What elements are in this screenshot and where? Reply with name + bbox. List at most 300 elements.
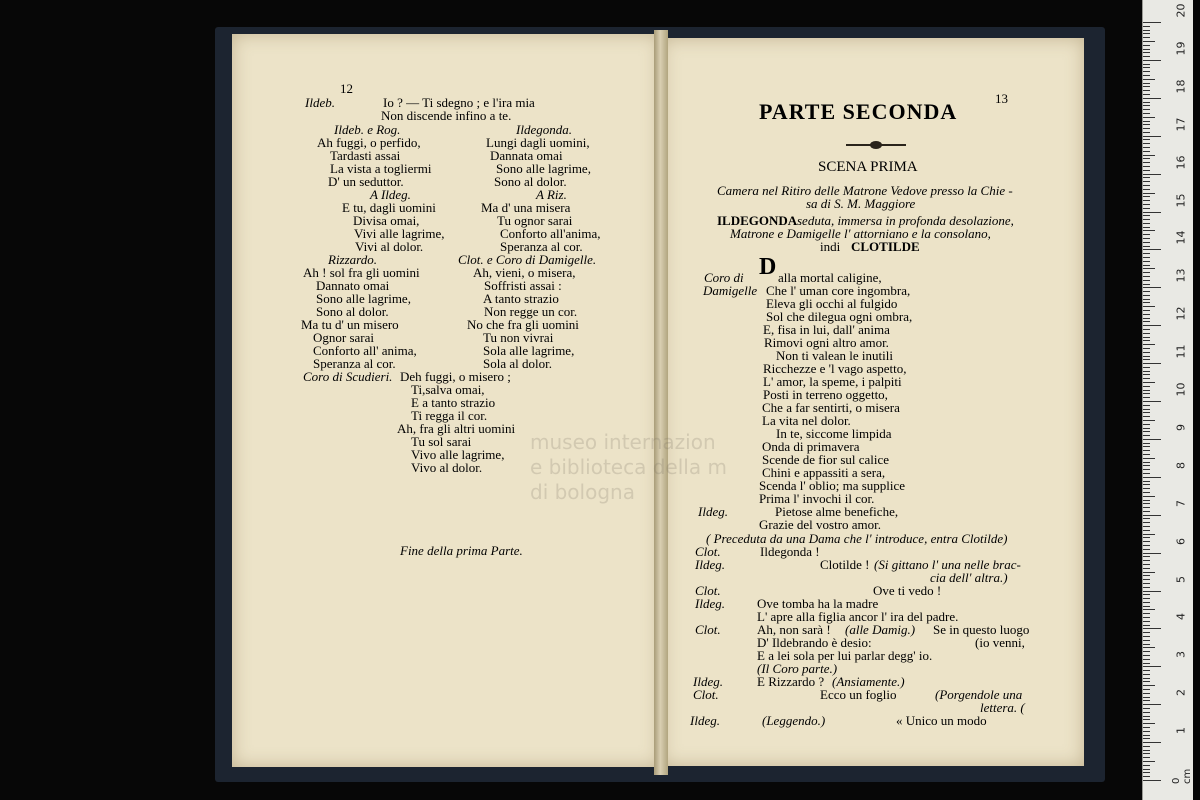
text-line: Ildeg. xyxy=(698,504,728,519)
ruler-tick xyxy=(1143,359,1150,360)
ruler-tick xyxy=(1143,454,1150,455)
ruler-tick xyxy=(1143,378,1150,379)
text-line: (Il Coro parte.) xyxy=(757,661,838,676)
text-line: Ildeg. xyxy=(690,713,720,728)
ruler-tick xyxy=(1143,617,1150,618)
ornament-divider xyxy=(846,143,906,147)
text-line: Chini e appassiti a sera, xyxy=(762,465,886,480)
ruler-tick xyxy=(1143,147,1150,148)
ruler-tick xyxy=(1143,41,1155,42)
ruler-tick xyxy=(1143,189,1150,190)
ruler-tick xyxy=(1143,265,1150,266)
ruler-number: 20 xyxy=(1174,3,1188,18)
ruler-number: 16 xyxy=(1174,155,1188,170)
text-line: Onda di primavera xyxy=(762,439,860,454)
text-line: alla mortal caligine, xyxy=(778,270,882,285)
ruler-tick xyxy=(1143,393,1150,394)
ruler-tick xyxy=(1143,579,1150,580)
ruler-tick xyxy=(1143,583,1150,584)
ruler-tick xyxy=(1143,356,1150,357)
ruler-tick xyxy=(1143,511,1150,512)
text-line: Ildegonda ! xyxy=(760,544,820,559)
ruler-tick xyxy=(1143,716,1150,717)
text-line: Conforto all'anima, xyxy=(500,226,601,241)
ruler-tick xyxy=(1143,196,1150,197)
ruler-tick xyxy=(1143,219,1150,220)
text-line: Speranza al cor. xyxy=(313,356,396,371)
text-line: Sono al dolor. xyxy=(494,174,567,189)
ruler-tick xyxy=(1143,647,1155,648)
ruler-tick xyxy=(1143,500,1150,501)
ruler-tick xyxy=(1143,473,1150,474)
ruler-tick xyxy=(1143,708,1150,709)
ruler-tick xyxy=(1143,458,1155,459)
ruler-tick xyxy=(1143,674,1150,675)
text-line: Sola alle lagrime, xyxy=(483,343,575,358)
ruler-tick xyxy=(1143,374,1150,375)
text-line: Rizzardo. xyxy=(328,252,377,267)
ruler-tick xyxy=(1143,780,1161,781)
ruler-tick xyxy=(1143,139,1150,140)
text-line: Rimovi ogni altro amor. xyxy=(764,335,889,350)
text-line: Sola al dolor. xyxy=(483,356,552,371)
ruler-tick xyxy=(1143,257,1150,258)
ruler-tick xyxy=(1143,299,1150,300)
ruler-tick xyxy=(1143,340,1150,341)
ruler-tick xyxy=(1143,49,1150,50)
ruler-tick xyxy=(1143,223,1150,224)
ruler-tick xyxy=(1143,575,1150,576)
ruler-tick xyxy=(1143,757,1150,758)
ruler-tick xyxy=(1143,102,1150,103)
text-line: Ah, non sarà ! xyxy=(757,622,831,637)
ruler-tick xyxy=(1143,113,1150,114)
ruler-tick xyxy=(1143,621,1150,622)
ruler-tick xyxy=(1143,363,1161,364)
ruler-tick xyxy=(1143,613,1150,614)
text-line: (alle Damig.) xyxy=(845,622,916,637)
text-line: Ildeb. xyxy=(305,95,335,110)
ruler-tick xyxy=(1143,738,1150,739)
ruler-tick xyxy=(1143,291,1150,292)
text-line: La vista a togliermi xyxy=(330,161,432,176)
ruler-tick xyxy=(1143,302,1150,303)
ruler-tick xyxy=(1143,98,1161,99)
text-line: Ti regga il cor. xyxy=(411,408,488,423)
text-line: Clot. xyxy=(695,583,721,598)
text-line: Che a far sentirti, o misera xyxy=(762,400,900,415)
ruler-tick xyxy=(1143,488,1150,489)
ruler-tick xyxy=(1143,71,1150,72)
text-line: Coro di Scudieri. xyxy=(303,369,393,384)
ruler-tick xyxy=(1143,174,1161,175)
text-line: lettera. ( xyxy=(980,700,1025,715)
text-line: Ah ! sol fra gli uomini xyxy=(303,265,420,280)
ruler-tick xyxy=(1143,136,1161,137)
ruler-tick xyxy=(1143,193,1155,194)
ruler-tick xyxy=(1143,86,1150,87)
ruler-tick xyxy=(1143,280,1150,281)
ruler-tick xyxy=(1143,109,1150,110)
ruler-tick xyxy=(1143,261,1150,262)
text-line: Sono alle lagrime, xyxy=(496,161,591,176)
ruler-tick xyxy=(1143,556,1150,557)
ruler-tick xyxy=(1143,249,1161,250)
text-line: Ove ti vedo ! xyxy=(873,583,942,598)
text-line: La vita nel dolor. xyxy=(762,413,851,428)
ruler-tick xyxy=(1143,753,1150,754)
text-line: L' amor, la speme, i palpiti xyxy=(763,374,902,389)
ruler-tick xyxy=(1143,132,1150,133)
ruler-unit: 0 cm xyxy=(1171,768,1193,784)
ruler-tick xyxy=(1143,655,1150,656)
text-line: Non discende infino a te. xyxy=(381,108,512,123)
text-line: Ildeb. e Rog. xyxy=(334,122,401,137)
text-line: E a tanto strazio xyxy=(411,395,496,410)
ruler-tick xyxy=(1143,284,1150,285)
ruler-tick xyxy=(1143,200,1150,201)
ruler-tick xyxy=(1143,735,1150,736)
ruler-tick xyxy=(1143,45,1150,46)
ruler-tick xyxy=(1143,598,1150,599)
ruler-tick xyxy=(1143,693,1150,694)
text-line: Coro di xyxy=(704,270,744,285)
ruler-tick xyxy=(1143,439,1161,440)
text-line: Vivi alle lagrime, xyxy=(354,226,445,241)
watermark-line: e biblioteca della m xyxy=(530,455,727,479)
ruler-number: 1 xyxy=(1174,727,1188,735)
ruler-tick xyxy=(1143,204,1150,205)
text-line: (Leggendo.) xyxy=(762,713,826,728)
text-line: Ma d' una misera xyxy=(481,200,571,215)
text-line: Scenda l' oblio; ma supplice xyxy=(759,478,906,493)
text-line: E tu, dagli uomini xyxy=(342,200,436,215)
ruler-tick xyxy=(1143,609,1155,610)
watermark-line: museo internazion xyxy=(530,430,716,454)
ruler-tick xyxy=(1143,727,1150,728)
ruler-tick xyxy=(1143,227,1150,228)
text-line: Damigelle xyxy=(703,283,758,298)
ruler-tick xyxy=(1143,158,1150,159)
text-line: Ricchezze e 'l vago aspetto, xyxy=(763,361,907,376)
ruler-tick xyxy=(1143,526,1150,527)
text-line: Non regge un cor. xyxy=(484,304,578,319)
ruler-tick xyxy=(1143,409,1150,410)
ruler-tick xyxy=(1143,689,1150,690)
ruler-tick xyxy=(1143,446,1150,447)
text-line: Ah fuggi, o perfido, xyxy=(317,135,421,150)
ruler-tick xyxy=(1143,405,1150,406)
ruler-number: 5 xyxy=(1174,575,1188,583)
ruler-tick xyxy=(1143,37,1150,38)
text-line: Che l' uman core ingombra, xyxy=(766,283,911,298)
text-line: (Si gittano l' una nelle brac- xyxy=(874,557,1021,572)
ruler-tick xyxy=(1143,522,1150,523)
text-line: seduta, immersa in profonda desolazione, xyxy=(797,213,1014,228)
ruler-tick xyxy=(1143,397,1150,398)
ruler-tick xyxy=(1143,246,1150,247)
ruler-tick xyxy=(1143,765,1150,766)
ruler-tick xyxy=(1143,295,1150,296)
text-line: Tardasti assai xyxy=(330,148,401,163)
text-line: sa di S. M. Maggiore xyxy=(806,196,916,211)
ruler-number: 10 xyxy=(1174,382,1188,397)
text-line: Ognor sarai xyxy=(313,330,375,345)
text-line: Dannata omai xyxy=(490,148,563,163)
ruler-tick xyxy=(1143,386,1150,387)
text-line: L' apre alla figlia ancor l' ira del padre. xyxy=(757,609,959,624)
ruler-tick xyxy=(1143,344,1155,345)
ruler-tick xyxy=(1143,121,1150,122)
ruler-number: 12 xyxy=(1174,306,1188,321)
ruler-tick xyxy=(1143,431,1150,432)
text-line: Scende de fior sul calice xyxy=(762,452,890,467)
ruler-tick xyxy=(1143,659,1150,660)
ruler-tick xyxy=(1143,333,1150,334)
ruler-tick xyxy=(1143,128,1150,129)
text-line: Matrone e Damigelle l' attorniano e la consolano, xyxy=(730,226,991,241)
ruler-tick xyxy=(1143,64,1150,65)
section-title: PARTE SECONDA xyxy=(759,99,958,124)
ruler-tick xyxy=(1143,230,1155,231)
ruler-tick xyxy=(1143,670,1150,671)
text-line: Ma tu d' un misero xyxy=(301,317,399,332)
text-line: Tu non vivrai xyxy=(483,330,554,345)
text-line: Sono al dolor. xyxy=(316,304,389,319)
ruler-tick xyxy=(1143,420,1155,421)
text-line: Ildeg. xyxy=(695,596,725,611)
text-line: (Porgendole una xyxy=(935,687,1023,702)
text-line: Posti in terreno oggetto, xyxy=(763,387,888,402)
ruler-number: 13 xyxy=(1174,268,1188,283)
ruler-tick xyxy=(1143,424,1150,425)
ruler-number: 15 xyxy=(1174,193,1188,207)
ruler-tick xyxy=(1143,234,1150,235)
text-line: In te, siccome limpida xyxy=(776,426,892,441)
text-line: Dannato omai xyxy=(316,278,390,293)
text-line: Non ti valean le inutili xyxy=(776,348,893,363)
ruler-tick xyxy=(1143,496,1155,497)
ruler-tick xyxy=(1143,700,1150,701)
ruler-tick xyxy=(1143,772,1150,773)
ruler-tick xyxy=(1143,215,1150,216)
right-page-number: 13 xyxy=(995,91,1008,106)
text-line: Se in questo luogo xyxy=(933,622,1030,637)
text-line: Ildeg. xyxy=(695,557,725,572)
ruler-tick xyxy=(1143,712,1150,713)
ruler-tick xyxy=(1143,329,1150,330)
ruler-tick xyxy=(1143,477,1161,478)
ruler-tick xyxy=(1143,644,1150,645)
ruler-tick xyxy=(1143,553,1161,554)
text-line: Ildeg. xyxy=(693,674,723,689)
ruler-tick xyxy=(1143,606,1150,607)
ruler-number: 3 xyxy=(1174,651,1188,659)
ruler-tick xyxy=(1143,105,1150,106)
ruler-number: 17 xyxy=(1174,117,1188,132)
ruler-tick xyxy=(1143,90,1150,91)
ruler-tick xyxy=(1143,731,1150,732)
text-line: Pietose alme benefiche, xyxy=(775,504,899,519)
ruler-tick xyxy=(1143,242,1150,243)
text-line: Ti,salva omai, xyxy=(411,382,485,397)
ruler-tick xyxy=(1143,666,1161,667)
text-line: Divisa omai, xyxy=(353,213,420,228)
ruler-tick xyxy=(1143,310,1150,311)
text-line: A Riz. xyxy=(536,187,567,202)
ruler-tick xyxy=(1143,83,1150,84)
text-line: Soffristi assai : xyxy=(484,278,562,293)
ruler-tick xyxy=(1143,469,1150,470)
text-line: E, fisa in lui, dall' anima xyxy=(763,322,890,337)
text-line: No che fra gli uomini xyxy=(467,317,579,332)
ruler-tick xyxy=(1143,253,1150,254)
text-line: ( Preceduta da una Dama che l' introduce, entra Clotilde) xyxy=(706,531,1008,546)
ruler-tick xyxy=(1143,776,1150,777)
ruler-tick xyxy=(1143,443,1150,444)
text-line: Vivo alle lagrime, xyxy=(411,447,505,462)
ruler-tick xyxy=(1143,67,1150,68)
ruler-tick xyxy=(1143,723,1155,724)
text-line: D' Ildebrando è desio: xyxy=(757,635,872,650)
ruler-tick xyxy=(1143,177,1150,178)
text-line: indi xyxy=(820,239,841,254)
ruler-tick xyxy=(1143,321,1150,322)
ruler-tick xyxy=(1143,632,1150,633)
text-line: (io venni, xyxy=(975,635,1025,650)
text-line: D' un seduttor. xyxy=(328,174,404,189)
ruler-tick xyxy=(1143,503,1150,504)
ruler-tick xyxy=(1143,761,1155,762)
ruler-number: 7 xyxy=(1174,499,1188,507)
ruler-tick xyxy=(1143,155,1155,156)
ruler-number: 6 xyxy=(1174,537,1188,545)
watermark xyxy=(530,430,727,505)
ruler-tick xyxy=(1143,628,1161,629)
text-line: Lungi dagli uomini, xyxy=(486,135,590,150)
ruler-tick xyxy=(1143,52,1150,53)
ruler-number: 14 xyxy=(1174,230,1188,245)
ruler-tick xyxy=(1143,663,1150,664)
ruler-tick xyxy=(1143,162,1150,163)
ruler-tick xyxy=(1143,325,1161,326)
ruler-tick xyxy=(1143,60,1161,61)
ruler-tick xyxy=(1143,530,1150,531)
ruler-tick xyxy=(1143,367,1150,368)
ruler-tick xyxy=(1143,272,1150,273)
ruler-tick xyxy=(1143,742,1161,743)
ruler-tick xyxy=(1143,314,1150,315)
text-line: A Ildeg. xyxy=(370,187,411,202)
text-line: « Unico un modo xyxy=(896,713,987,728)
ruler-tick xyxy=(1143,435,1150,436)
ruler-tick xyxy=(1143,685,1155,686)
ruler-tick xyxy=(1143,746,1150,747)
ruler-tick xyxy=(1143,515,1161,516)
text-line: Grazie del vostro amor. xyxy=(759,517,882,532)
text-line: Conforto all' anima, xyxy=(313,343,417,358)
text-line: Speranza al cor. xyxy=(500,239,583,254)
ruler-tick xyxy=(1143,382,1155,383)
ruler-number: 8 xyxy=(1174,461,1188,469)
ruler-tick xyxy=(1143,56,1150,57)
ruler-number: 4 xyxy=(1174,613,1188,621)
ruler-tick xyxy=(1143,769,1150,770)
ruler-tick xyxy=(1143,462,1150,463)
ruler-tick xyxy=(1143,412,1150,413)
text-line: E a lei sola per lui parlar degg' io. xyxy=(757,648,933,663)
ruler-tick xyxy=(1143,591,1161,592)
ruler-tick xyxy=(1143,484,1150,485)
ruler-tick xyxy=(1143,636,1150,637)
text-line: Tu ognor sarai xyxy=(497,213,573,228)
ruler-number: 11 xyxy=(1174,344,1188,359)
ruler-tick xyxy=(1143,268,1155,269)
ruler-tick xyxy=(1143,697,1150,698)
ruler-tick xyxy=(1143,640,1150,641)
ruler-tick xyxy=(1143,541,1150,542)
ruler-tick xyxy=(1143,352,1150,353)
ruler-number: 19 xyxy=(1174,41,1188,56)
ruler-tick xyxy=(1143,75,1150,76)
text-line: Ah, vieni, o misera, xyxy=(473,265,576,280)
text-line: Clot. e Coro di Damigelle. xyxy=(458,252,597,267)
ruler-tick xyxy=(1143,518,1150,519)
text-line: Clotilde ! xyxy=(820,557,870,572)
ruler-tick xyxy=(1143,594,1150,595)
drop-cap: D xyxy=(759,254,777,280)
ruler-tick xyxy=(1143,401,1161,402)
text-line: ILDEGONDA xyxy=(717,213,798,228)
ruler-tick xyxy=(1143,371,1150,372)
ruler-tick xyxy=(1143,124,1150,125)
ruler-tick xyxy=(1143,208,1150,209)
ruler-number: 2 xyxy=(1174,689,1188,697)
text-line: Clot. xyxy=(695,544,721,559)
ruler-tick xyxy=(1143,572,1155,573)
ruler-tick xyxy=(1143,465,1150,466)
ruler-tick xyxy=(1143,537,1150,538)
ruler-tick xyxy=(1143,534,1155,535)
ruler-tick xyxy=(1143,143,1150,144)
text-line: Fine della prima Parte. xyxy=(400,543,523,558)
scene-heading: SCENA PRIMA xyxy=(818,159,918,175)
ruler-tick xyxy=(1143,651,1150,652)
ruler-number: 18 xyxy=(1174,79,1188,94)
ruler-tick xyxy=(1143,79,1155,80)
ruler-tick xyxy=(1143,549,1150,550)
ruler-tick xyxy=(1143,287,1161,288)
text-line: cia dell' altra.) xyxy=(930,570,1008,585)
text-line: Sol che dilegua ogni ombra, xyxy=(766,309,913,324)
ruler-tick xyxy=(1143,117,1155,118)
text-line: Ah, fra gli altri uomini xyxy=(397,421,516,436)
text-line: Sono alle lagrime, xyxy=(316,291,411,306)
ruler-number: 9 xyxy=(1174,423,1188,431)
ruler-tick xyxy=(1143,416,1150,417)
ruler-tick xyxy=(1143,318,1150,319)
ruler-tick xyxy=(1143,625,1150,626)
ruler-tick xyxy=(1143,587,1150,588)
ruler-tick xyxy=(1143,450,1150,451)
ruler-tick xyxy=(1143,94,1150,95)
ruler-tick xyxy=(1143,492,1150,493)
ruler-tick xyxy=(1143,678,1150,679)
book-gutter xyxy=(654,30,668,775)
ruler-tick xyxy=(1143,26,1150,27)
ruler-tick xyxy=(1143,33,1150,34)
ruler-tick xyxy=(1143,681,1150,682)
